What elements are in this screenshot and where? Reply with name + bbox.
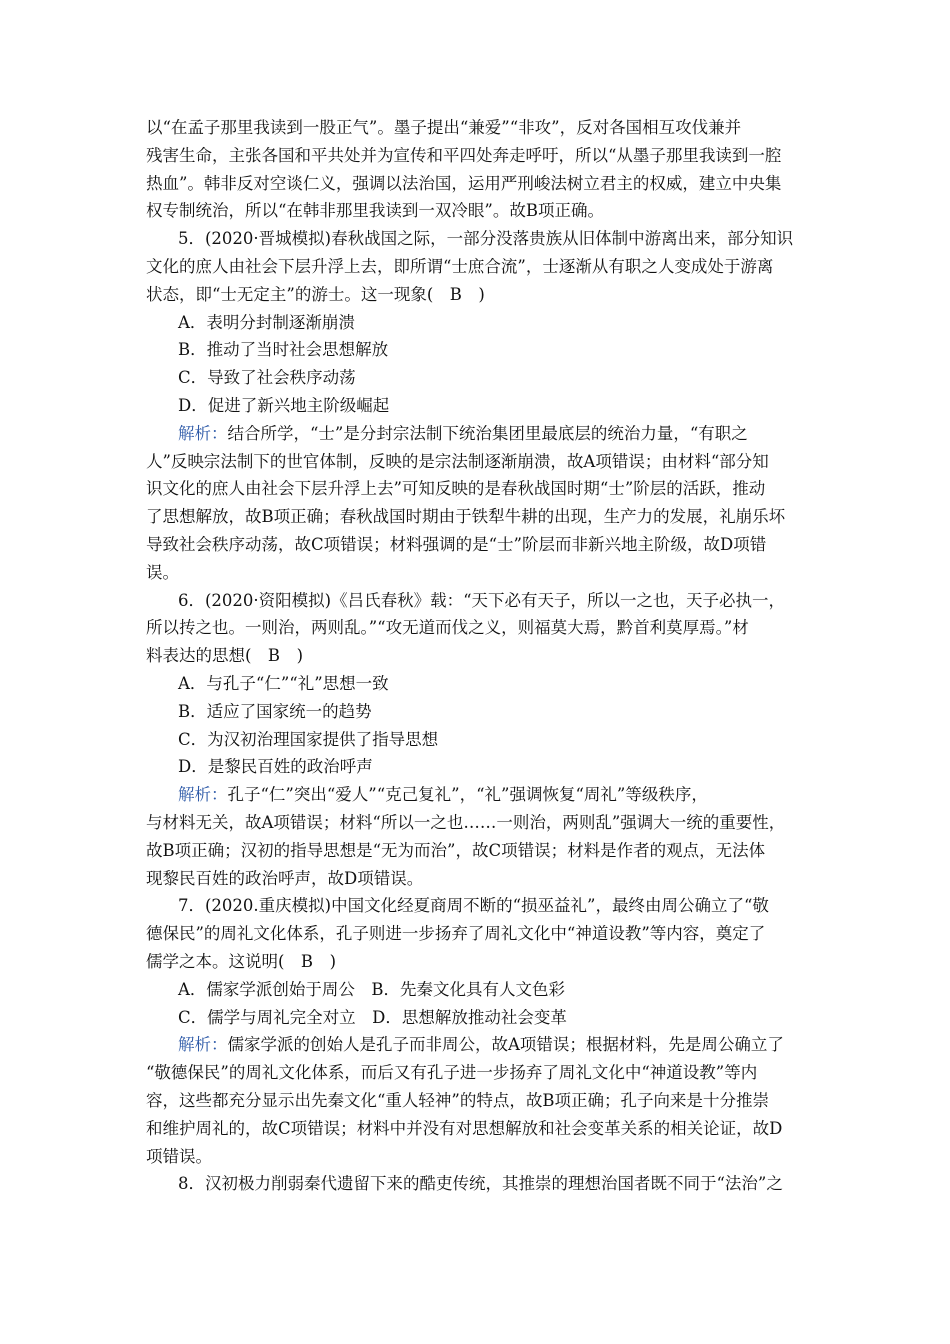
line-text: B．推动了当时社会思想解放 (178, 340, 389, 360)
text-line (146, 646, 826, 666)
line-text: 儒家学派的创始人是孔子而非周公，故A项错误；根据材料，先是周公确立了 (227, 1035, 784, 1055)
text-line (146, 285, 826, 305)
text-line (146, 1119, 826, 1139)
line-text: “敬德保民”的周礼文化体系，而后又有孔子进一步扬弃了周礼文化中“神道设教”等内 (146, 1063, 758, 1083)
line-text: 料表达的思想( B ) (146, 646, 303, 666)
line-text: A．与孔子“仁”“礼”思想一致 (178, 674, 389, 693)
text-line (146, 257, 826, 277)
line-text: 人”反映宗法制下的世官体制，反映的是宗法制逐渐崩溃，故A项错误；由材料“部分知 (146, 451, 769, 471)
text-line (178, 757, 826, 777)
text-line (178, 980, 826, 1000)
text-line (178, 674, 826, 694)
line-text: A．表明分封制逐渐崩溃 (178, 312, 355, 332)
line-text: C．儒学与周礼完全对立 D．思想解放推动社会变革 (178, 1007, 567, 1027)
text-line (146, 479, 826, 499)
line-text: B．适应了国家统一的趋势 (178, 701, 372, 721)
text-line (146, 452, 826, 472)
text-line (146, 813, 826, 833)
text-line (146, 618, 826, 638)
text-line (146, 1147, 826, 1167)
line-text: 5．(2020·晋城模拟)春秋战国之际，一部分没落贵族从旧体制中游离出来，部分知识 (178, 229, 794, 249)
line-text: 项错误。 (146, 1146, 212, 1166)
text-line (146, 952, 826, 972)
text-line (146, 563, 826, 583)
line-text: 残害生命，主张各国和平共处并为宣传和平四处奔走呼吁，所以“从墨子那里我读到一腔 (146, 145, 782, 165)
line-text: 权专制统治，所以“在韩非那里我读到一双冷眼”。故B项正确。 (146, 201, 604, 221)
analysis-label: 解析： (178, 785, 228, 805)
line-text: 识文化的庶人由社会下层升浮上去”可知反映的是春秋战国时期“士”阶层的活跃，推动 (146, 479, 766, 499)
text-line (146, 535, 826, 555)
text-line (146, 146, 826, 166)
line-text: 孔子“仁”突出“爱人”“克己复礼”，“礼”强调恢复“周礼”等级秩序， (227, 785, 708, 805)
line-text: 和维护周礼的，故C项错误；材料中并没有对思想解放和社会变革关系的相关论证，故D (146, 1118, 783, 1138)
analysis-label: 解析： (178, 1035, 228, 1055)
text-line (146, 507, 826, 527)
text-line (178, 785, 826, 805)
line-text: 8．汉初极力削弱秦代遗留下来的酷吏传统，其推崇的理想治国者既不同于“法治”之 (178, 1174, 783, 1194)
text-line (178, 424, 826, 444)
line-text: D．是黎民百姓的政治呼声 (178, 757, 373, 777)
text-line (178, 702, 826, 722)
line-text: 德保民”的周礼文化体系，孔子则进一步扬弃了周礼文化中“神道设教”等内容，奠定了 (146, 924, 766, 944)
line-text: 以“在孟子那里我读到一股正气”。墨子提出“兼爱”“非攻”，反对各国相互攻伐兼并 (146, 118, 742, 137)
text-line (178, 896, 826, 916)
text-line (146, 1091, 826, 1111)
text-line (178, 1174, 826, 1194)
line-text: 文化的庶人由社会下层升浮上去，即所谓“士庶合流”，士逐渐从有职之人变成处于游离 (146, 257, 774, 276)
text-line (178, 229, 826, 249)
line-text: 误。 (146, 562, 179, 582)
line-text: 与材料无关，故A项错误；材料“所以一之也……一则治，两则乱”强调大一统的重要性， (146, 813, 786, 832)
text-line (178, 313, 826, 333)
text-line (178, 368, 826, 388)
text-line (146, 201, 826, 221)
text-line (178, 591, 826, 611)
text-line (146, 174, 826, 194)
line-text: 7．(2020.重庆模拟)中国文化经夏商周不断的“损巫益礼”，最终由周公确立了“敬 (178, 896, 769, 916)
line-text: C．为汉初治理国家提供了指导思想 (178, 729, 439, 749)
line-text: C．导致了社会秩序动荡 (178, 368, 356, 388)
line-text: 儒学之本。这说明( B ) (146, 952, 336, 971)
line-text: 热血”。韩非反对空谈仁义，强调以法治国，运用严刑峻法树立君主的权威，建立中央集 (146, 173, 782, 193)
text-line (178, 730, 826, 750)
line-text: A．儒家学派创始于周公 B．先秦文化具有人文色彩 (178, 979, 566, 999)
analysis-label: 解析： (178, 423, 228, 443)
text-line (146, 1063, 826, 1083)
line-text: 容，这些都充分显示出先秦文化“重人轻神”的特点，故B项正确；孔子向来是十分推崇 (146, 1091, 769, 1110)
text-line (178, 1008, 826, 1028)
line-text: 导致社会秩序动荡，故C项错误；材料强调的是“士”阶层而非新兴地主阶级，故D项错 (146, 535, 767, 554)
line-text: 了思想解放，故B项正确；春秋战国时期由于铁犁牛耕的出现，生产力的发展，礼崩乐坏 (146, 507, 786, 527)
text-line (146, 869, 826, 889)
text-line (146, 841, 826, 861)
line-text: 所以抟之也。一则治，两则乱。”“攻无道而伐之义，则福莫大焉，黔首利莫厚焉。”材 (146, 618, 749, 638)
line-text: 状态，即“士无定主”的游士。这一现象( B ) (146, 284, 485, 304)
text-line (146, 118, 826, 138)
text-line (178, 340, 826, 360)
text-line (146, 924, 826, 944)
line-text: 结合所学，“士”是分封宗法制下统治集团里最底层的统治力量，“有职之 (227, 423, 748, 443)
line-text: 故B项正确；汉初的指导思想是“无为而治”，故C项错误；材料是作者的观点，无法体 (146, 840, 766, 860)
line-text: 现黎民百姓的政治呼声，故D项错误。 (146, 868, 424, 888)
line-text: 6．(2020·资阳模拟)《吕氏春秋》载：“天下必有天子，所以一之也，天子必执一， (178, 590, 786, 610)
text-line (178, 1035, 826, 1055)
text-line (178, 396, 826, 416)
line-text: D．促进了新兴地主阶级崛起 (178, 396, 390, 415)
